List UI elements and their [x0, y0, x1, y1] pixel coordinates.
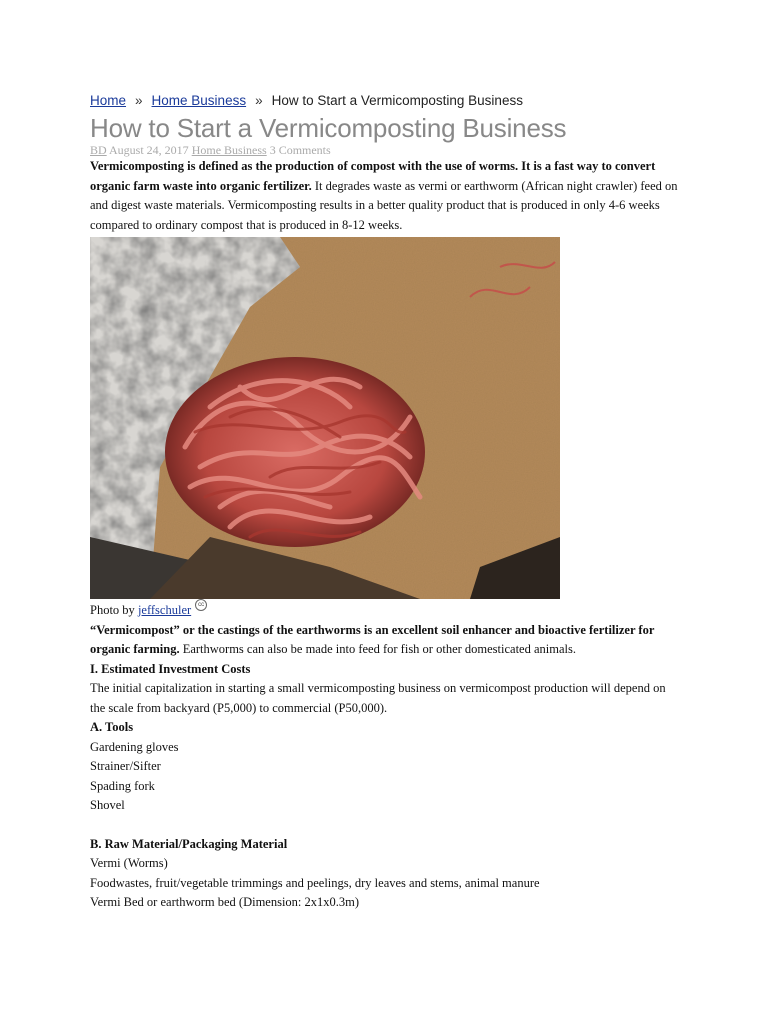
post-date: August 24, 2017 — [109, 143, 189, 157]
intro-text: It degrades waste as vermi or earthworm (African night crawler) feed on and digest waste materials. Vermicomposting results in a better quality product that is produced in only 4-6 weeks compared to ordinary compost that is produced in 8-12 weeks. — [90, 178, 678, 232]
section1-text: The initial capitalization in starting a small vermicomposting business on vermicompost production will depend on the scale from backyard (P5,000) to commercial (P50,000). — [90, 681, 666, 715]
vermicompost-text: Earthworms can also be made into feed for fish or other domesticated animals. — [179, 642, 576, 656]
list-item: Foodwastes, fruit/vegetable trimmings and peelings, dry leaves and stems, animal manure — [90, 875, 540, 890]
intro-bold: Vermicomposting is defined as the production of compost with the use of worms. It is a fast way to convert organic farm waste into organic fertilizer. — [90, 159, 656, 193]
section1-heading-text: I. Estimated Investment Costs — [90, 661, 251, 676]
worms-photo — [90, 237, 560, 599]
breadcrumb-separator: » — [255, 93, 263, 108]
page-title: How to Start a Vermicomposting Business — [90, 113, 567, 143]
raw-heading-text: B. Raw Material/Packaging Material — [90, 836, 288, 851]
breadcrumb-category-link[interactable]: Home Business — [151, 93, 247, 108]
tools-heading — [90, 718, 680, 738]
breadcrumb-current: How to Start a Vermicomposting Business — [271, 93, 523, 108]
tools-heading-text: A. Tools — [90, 720, 134, 734]
list-item: Strainer/Sifter — [90, 759, 161, 773]
article-body — [90, 157, 680, 913]
vermicompost-paragraph — [90, 621, 680, 660]
raw-heading — [90, 835, 680, 855]
spacer — [90, 816, 680, 835]
creative-commons-icon: cc — [195, 599, 207, 611]
comments-count: 3 Comments — [269, 143, 331, 157]
list-item: Vermi Bed or earthworm bed (Dimension: 2x1x0.3m) — [90, 895, 360, 909]
author-link[interactable]: BD — [90, 143, 107, 157]
post-meta — [90, 143, 680, 157]
article — [90, 92, 680, 913]
list-item: Vermi (Worms) — [90, 856, 168, 870]
photo-credit — [90, 599, 680, 621]
breadcrumb-separator: » — [135, 93, 143, 108]
breadcrumb-home-link[interactable]: Home — [90, 93, 127, 108]
section1-heading — [90, 660, 680, 680]
list-item: Gardening gloves — [90, 739, 179, 754]
photo-author-link[interactable]: jeffschuler — [137, 603, 192, 617]
list-item: Shovel — [90, 798, 125, 812]
intro-paragraph — [90, 157, 680, 235]
category-link[interactable]: Home Business — [191, 143, 267, 157]
breadcrumb — [90, 92, 680, 110]
vermicompost-bold: “Vermicompost” or the castings of the earthworms is an excellent soil enhancer and bioactive fertilizer for organic farming. — [90, 622, 655, 656]
photo-credit-prefix: Photo by — [90, 603, 138, 617]
list-item: Spading fork — [90, 778, 155, 793]
